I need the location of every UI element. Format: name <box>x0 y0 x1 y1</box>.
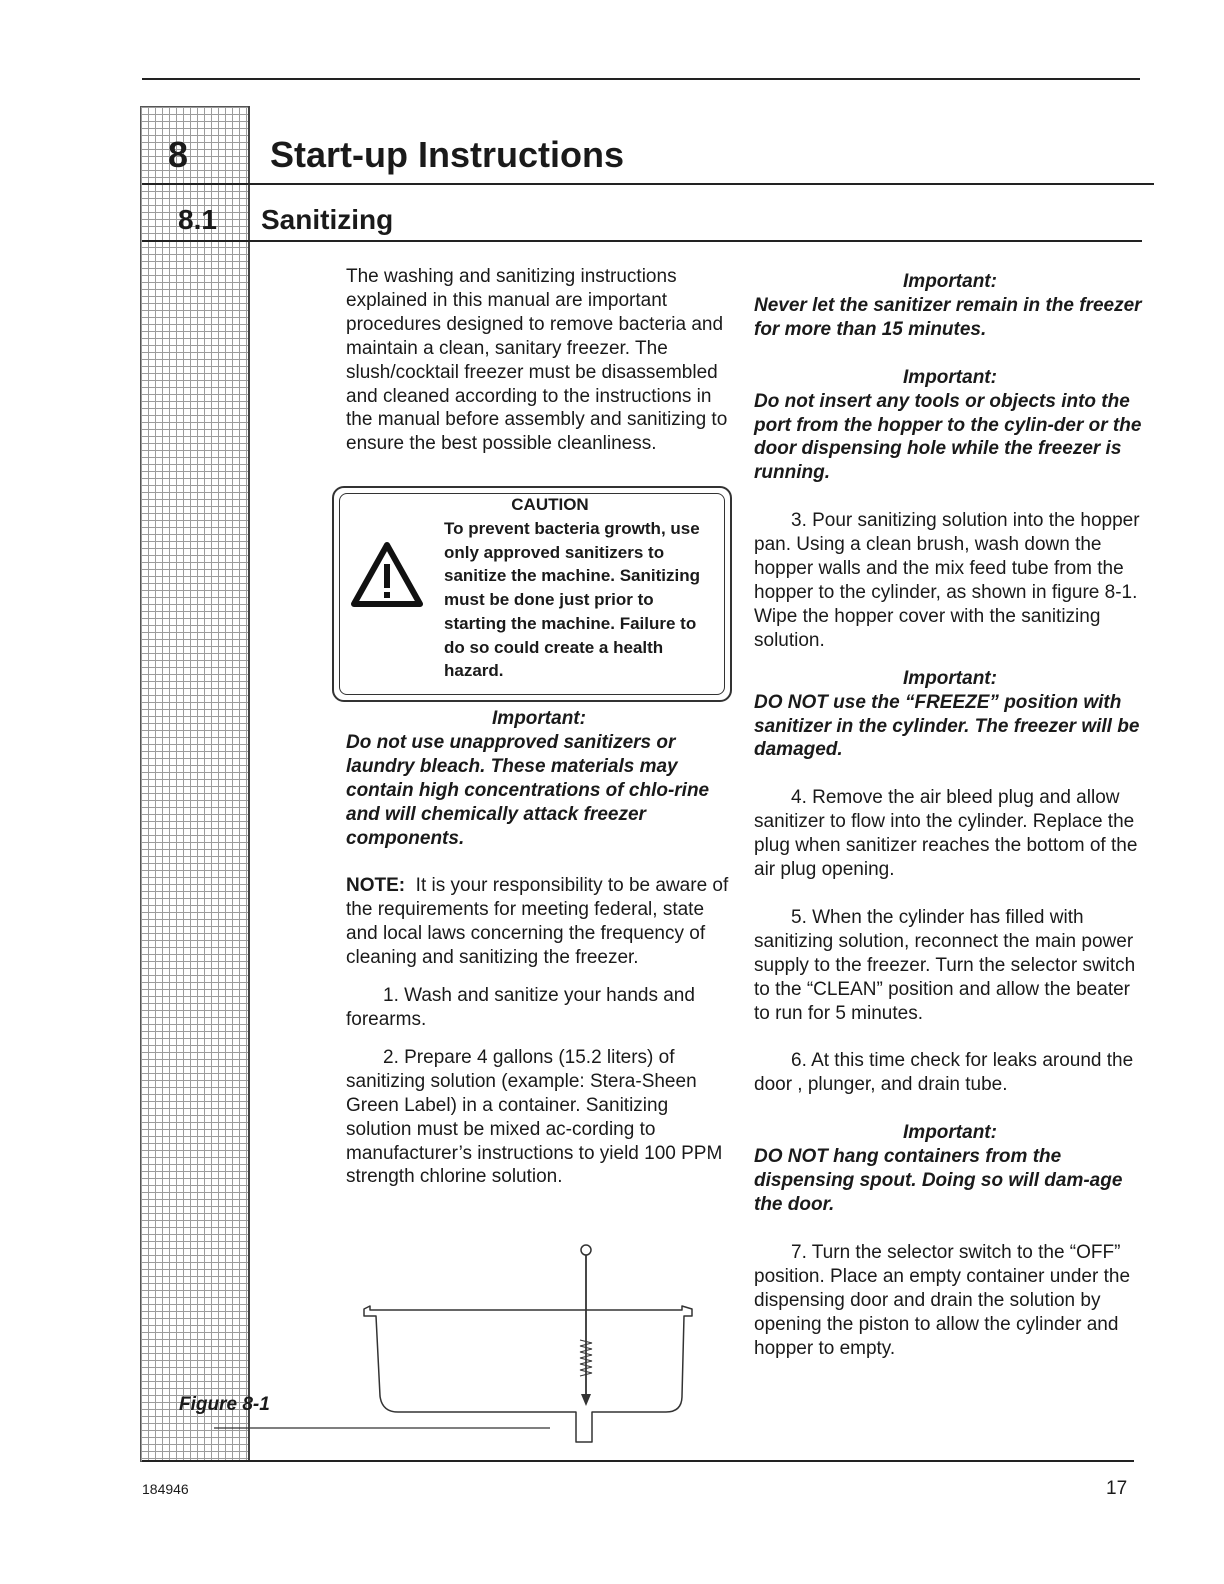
important-text: Never let the sanitizer remain in the freezer for more than 15 minutes. <box>754 294 1142 340</box>
section-title: Sanitizing <box>261 204 394 235</box>
important-heading: Important: <box>903 667 997 689</box>
important-text: DO NOT hang containers from the dispensing spout. Doing so will dam-age the door. <box>754 1146 1123 1215</box>
document-number: 184946 <box>142 1481 189 1497</box>
important-heading: Important: <box>492 708 586 729</box>
chapter-title: Start-up Instructions <box>270 134 625 175</box>
important-text: DO NOT use the “FREEZE” position with sanitizer in the cylinder. The freezer will be damaged. <box>754 691 1140 761</box>
note-label: NOTE: <box>346 875 406 897</box>
important-heading: Important: <box>903 271 997 292</box>
important-text: Do not use unapproved sanitizers or laundry bleach. These materials may contain high concentrations of chlo-rine and will chemically attack freezer components. <box>346 731 710 849</box>
figure-label: Figure 8-1 <box>179 1394 270 1415</box>
important-text: Do not insert any tools or objects into the port from the hopper to the cylin-der or the door dispensing hole while the freezer is running. <box>754 390 1142 484</box>
warning-triangle-icon <box>350 540 424 610</box>
step-3: 3. Pour sanitizing solution into the hopper pan. Using a clean brush, wash down the hopper walls and the mix feed tube from the hopper to the cylinder, as shown in figure 8-1. Wipe the hopper cover with the sanitizing solution. <box>754 510 1140 651</box>
page-number: 17 <box>1106 1478 1128 1499</box>
step-2: 2. Prepare 4 gallons (15.2 liters) of sanitizing solution (example: Stera-Sheen Green Label) in a container. Sanitizing solution must be mixed ac-cording to manufacturer’s instructions to yield 100 PPM strength chlorine solution. <box>346 1046 723 1188</box>
caution-title: CAUTION <box>511 495 589 514</box>
chapter-rule <box>142 183 1154 185</box>
step-5: 5. When the cylinder has filled with sanitizing solution, reconnect the main power supply to the freezer. Turn the selector switch to the “CLEAN” position and allow the beater to run for 5 minutes. <box>754 906 1136 1024</box>
section-number: 8.1 <box>178 204 217 235</box>
caution-text: To prevent bacteria growth, use only approved sanitizers to sanitize the machine. Sanitizing must be done just prior to starting the machine. Failure to do so could create a health hazard. <box>444 519 700 681</box>
step-4: 4. Remove the air bleed plug and allow sanitizer to flow into the cylinder. Replace the plug when sanitizer reaches the bottom of the air plug opening. <box>754 787 1138 881</box>
hopper-figure <box>200 1236 720 1458</box>
left-column <box>346 265 732 456</box>
chapter-number: 8 <box>168 134 189 175</box>
top-rule <box>142 78 1140 80</box>
note-text: It is your responsibility to be aware of the requirements for meeting federal, state and local laws concerning the frequency of cleaning and sanitizing the freezer. <box>346 875 729 969</box>
left-column-lower <box>346 707 732 1189</box>
right-column <box>754 270 1146 1360</box>
intro-paragraph: The washing and sanitizing instructions explained in this manual are important procedures designed to remove bacteria and maintain a clean, sanitary freezer. The slush/cocktail freezer must be disassembled and cleaned according to the instructions in the manual before assembly and sanitizing to ensure the best possible cleanliness. <box>346 266 728 455</box>
important-heading: Important: <box>903 1122 997 1144</box>
step-7: 7. Turn the selector switch to the “OFF” position. Place an empty container under the dispensing door and drain the solution by opening the piston to allow the cylinder and hopper to empty. <box>754 1241 1131 1359</box>
step-6: 6. At this time check for leaks around the door , plunger, and drain tube. <box>754 1050 1134 1096</box>
step-1: 1. Wash and sanitize your hands and forearms. <box>346 985 695 1030</box>
note-paragraph <box>346 874 732 970</box>
bottom-rule <box>142 1460 1134 1462</box>
section-rule <box>142 240 1142 242</box>
important-heading: Important: <box>903 366 997 388</box>
